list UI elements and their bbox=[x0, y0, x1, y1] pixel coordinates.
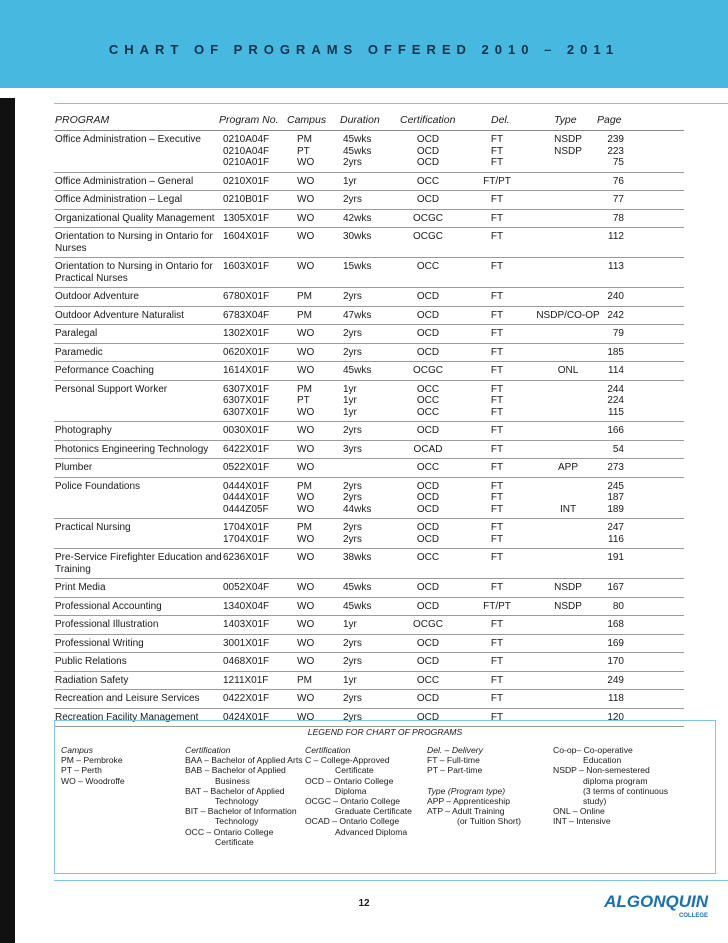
program-number: 0522X01F bbox=[223, 462, 270, 473]
program-number: 0620X01F bbox=[223, 346, 270, 358]
table-row bbox=[54, 362, 684, 381]
legend-item: NSDP – Non-semestered bbox=[553, 765, 650, 776]
certification: OCGC bbox=[413, 231, 443, 242]
delivery: FT bbox=[490, 212, 504, 224]
title-banner bbox=[0, 0, 728, 88]
table-row bbox=[54, 635, 684, 654]
legend-item: OCC – Ontario College bbox=[185, 826, 274, 837]
legend-item: Certificate bbox=[215, 836, 254, 847]
legend-heading: Del. – Delivery bbox=[427, 745, 483, 755]
duration: 45wks bbox=[343, 600, 372, 612]
certification: OCGC bbox=[413, 212, 443, 224]
certification: OCD OCD OCD bbox=[416, 480, 440, 515]
page: 76 bbox=[612, 175, 624, 187]
col-certification: Certification bbox=[400, 114, 456, 126]
duration: 1yr bbox=[343, 619, 357, 630]
campus: PM bbox=[297, 291, 312, 302]
duration: 15wks bbox=[343, 261, 372, 272]
col-page: Page bbox=[597, 114, 622, 126]
col-type: Type bbox=[554, 114, 577, 126]
delivery: FT bbox=[490, 582, 504, 593]
page: 240 bbox=[607, 291, 624, 302]
legend-item: study) bbox=[583, 796, 607, 807]
table-row bbox=[54, 422, 684, 441]
duration: 2yrs bbox=[343, 291, 362, 302]
page: 120 bbox=[607, 711, 624, 723]
delivery: FT bbox=[490, 425, 504, 436]
table-row bbox=[54, 579, 684, 598]
legend-item: Business bbox=[215, 775, 250, 786]
table-row bbox=[54, 344, 684, 363]
program-number: 1603X01F bbox=[223, 261, 270, 272]
legend-heading: Certification bbox=[305, 745, 351, 755]
duration: 2yrs bbox=[343, 637, 362, 649]
page: 114 bbox=[608, 365, 624, 376]
duration: 2yrs 2yrs bbox=[343, 522, 362, 545]
delivery: FT/PT bbox=[483, 175, 511, 187]
table-row bbox=[54, 519, 684, 549]
legend-item: BAB – Bachelor of Applied bbox=[185, 765, 286, 776]
legend-item: OCD – Ontario College bbox=[305, 775, 394, 786]
program-number: 1614X01F bbox=[223, 365, 270, 376]
program-name: Photography bbox=[55, 425, 112, 436]
program-name: Radiation Safety bbox=[55, 674, 129, 686]
legend-item: (or Tuition Short) bbox=[457, 816, 521, 827]
program-number: 0468X01F bbox=[223, 656, 270, 667]
legend-item: BAA – Bachelor of Applied Arts bbox=[185, 755, 303, 766]
type: ONL bbox=[557, 365, 579, 376]
table-row bbox=[54, 307, 684, 326]
divider-top bbox=[54, 103, 728, 104]
campus: WO bbox=[297, 365, 315, 376]
campus: PM bbox=[297, 309, 312, 321]
legend-item: Technology bbox=[215, 816, 259, 827]
legend-item: ONL – Online bbox=[553, 806, 605, 817]
program-name: Police Foundations bbox=[55, 480, 141, 492]
certification: OCGC bbox=[413, 365, 443, 376]
duration: 45wks 45wks 2yrs bbox=[343, 134, 372, 168]
legend-item: Education bbox=[583, 755, 622, 766]
legend-heading: Certification bbox=[185, 745, 231, 755]
delivery: FT FT bbox=[490, 522, 504, 545]
certification: OCD bbox=[416, 328, 440, 339]
duration: 2yrs 2yrs 44wks bbox=[343, 480, 372, 515]
certification: OCC bbox=[416, 552, 440, 563]
legend-item: FT – Full-time bbox=[427, 755, 480, 766]
duration: 2yrs bbox=[343, 194, 362, 205]
program-name: Office Administration – Legal bbox=[55, 194, 183, 205]
delivery: FT bbox=[490, 346, 504, 358]
legend-item: Certificate bbox=[335, 765, 374, 776]
program-number: 0444X01F 0444X01F 0444Z05F bbox=[223, 480, 270, 515]
delivery: FT bbox=[490, 674, 504, 686]
page: 113 bbox=[608, 261, 624, 272]
duration: 2yrs bbox=[343, 693, 362, 704]
delivery: FT bbox=[490, 619, 504, 630]
page: 191 bbox=[607, 552, 624, 563]
legend-item: (3 terms of continuous bbox=[583, 785, 669, 796]
delivery: FT bbox=[490, 443, 504, 455]
table-row bbox=[54, 549, 684, 579]
program-name: Personal Support Worker bbox=[55, 383, 168, 395]
table-row bbox=[54, 288, 684, 307]
campus: WO bbox=[297, 194, 315, 205]
certification: OCD OCD OCD bbox=[416, 134, 440, 168]
program-number: 1305X01F bbox=[223, 212, 270, 224]
delivery: FT bbox=[490, 194, 504, 205]
campus: WO bbox=[297, 231, 315, 242]
certification: OCC bbox=[416, 261, 440, 272]
program-name: Paramedic bbox=[55, 346, 103, 358]
program-name: Photonics Engineering Technology bbox=[55, 443, 209, 455]
legend-item: OCAD – Ontario College bbox=[305, 816, 400, 827]
page: 79 bbox=[612, 328, 624, 339]
campus: WO bbox=[297, 443, 315, 455]
delivery: FT bbox=[490, 231, 504, 242]
type: NSDP NSDP bbox=[554, 134, 582, 157]
page: 170 bbox=[607, 656, 624, 667]
legend-item: APP – Apprenticeship bbox=[427, 795, 510, 806]
campus: WO bbox=[297, 328, 315, 339]
program-name: Recreation and Leisure Services bbox=[55, 693, 200, 704]
table-row bbox=[54, 173, 684, 192]
legend-title: LEGEND FOR CHART OF PROGRAMS bbox=[307, 727, 463, 737]
delivery: FT bbox=[490, 328, 504, 339]
delivery: FT bbox=[490, 693, 504, 704]
program-number: 6422X01F bbox=[223, 443, 270, 455]
legend-heading: Campus bbox=[61, 745, 93, 755]
logo-text: ALGONQUIN bbox=[604, 892, 708, 911]
program-name: Orientation to Nursing in Ontario for Practical Nurses bbox=[55, 261, 213, 284]
program-number: 3001X01F bbox=[223, 637, 270, 649]
page: 242 bbox=[607, 309, 624, 321]
duration: 2yrs bbox=[343, 711, 362, 723]
legend-item: Technology bbox=[215, 796, 259, 807]
page: 185 bbox=[607, 346, 624, 358]
type: INT bbox=[559, 503, 577, 515]
table-row bbox=[54, 598, 684, 617]
certification: OCD bbox=[416, 693, 440, 704]
duration: 3yrs bbox=[343, 443, 362, 455]
program-name: Public Relations bbox=[55, 656, 127, 667]
program-number: 1340X04F bbox=[223, 600, 270, 612]
table-row bbox=[54, 441, 684, 460]
campus: WO bbox=[297, 619, 315, 630]
table-row bbox=[54, 616, 684, 635]
campus: WO bbox=[297, 582, 315, 593]
delivery: FT bbox=[490, 309, 504, 321]
campus: PM PT WO bbox=[297, 134, 315, 168]
algonquin-logo bbox=[592, 886, 710, 920]
table-row bbox=[54, 191, 684, 210]
table-row bbox=[54, 381, 684, 423]
campus: WO bbox=[297, 600, 315, 612]
page: 167 bbox=[607, 582, 624, 593]
duration: 2yrs bbox=[343, 346, 362, 358]
page: 273 bbox=[607, 462, 624, 473]
campus: WO bbox=[297, 212, 315, 224]
page: 239 223 75 bbox=[607, 134, 624, 168]
certification: OCD bbox=[416, 346, 440, 358]
table-row bbox=[54, 228, 684, 258]
legend-item: OCGC – Ontario College bbox=[305, 796, 401, 807]
certification: OCD bbox=[416, 637, 440, 649]
program-number: 0052X04F bbox=[223, 582, 270, 593]
program-number: 1704X01F 1704X01F bbox=[223, 522, 270, 545]
type bbox=[534, 522, 602, 534]
logo-subtext: COLLEGE bbox=[678, 913, 708, 919]
programs-table bbox=[54, 112, 684, 727]
duration: 30wks bbox=[343, 231, 372, 242]
table-row bbox=[54, 131, 684, 173]
delivery: FT bbox=[490, 637, 504, 649]
legend-item: BIT – Bachelor of Information bbox=[185, 806, 297, 817]
certification: OCC bbox=[416, 462, 440, 473]
campus: WO bbox=[297, 425, 315, 436]
program-number: 6783X04F bbox=[223, 309, 270, 321]
legend-item: C – College-Approved bbox=[305, 755, 390, 766]
legend-item: BAT – Bachelor of Applied bbox=[185, 785, 285, 796]
table-row bbox=[54, 210, 684, 229]
delivery: FT/PT bbox=[483, 600, 511, 612]
table-row bbox=[54, 459, 684, 478]
program-number: 0210B01F bbox=[223, 194, 270, 205]
program-number: 1211X01F bbox=[223, 674, 269, 686]
legend-item: diploma program bbox=[583, 775, 648, 786]
certification: OCC bbox=[416, 175, 440, 187]
page: 168 bbox=[607, 619, 624, 630]
duration: 45wks bbox=[343, 365, 372, 376]
legend-delivery bbox=[427, 745, 521, 826]
certification: OCC bbox=[416, 674, 440, 686]
legend-type bbox=[553, 745, 668, 827]
type: NSDP bbox=[554, 582, 582, 593]
campus: WO bbox=[297, 552, 315, 563]
table-row bbox=[54, 653, 684, 672]
duration: 47wks bbox=[343, 309, 372, 321]
duration: 1yr bbox=[343, 175, 357, 187]
col-program-no: Program No. bbox=[219, 114, 279, 126]
col-program: PROGRAM bbox=[55, 114, 110, 126]
program-name: Peformance Coaching bbox=[55, 365, 154, 376]
program-name: Recreation Facility Management bbox=[55, 711, 199, 723]
delivery: FT bbox=[490, 552, 504, 563]
divider-bottom bbox=[54, 880, 728, 881]
page: 244 224 115 bbox=[607, 383, 624, 418]
program-number: 6307X01F 6307X01F 6307X01F bbox=[223, 383, 270, 418]
table-row bbox=[54, 672, 684, 691]
duration: 45wks bbox=[343, 582, 372, 593]
delivery: FT FT FT bbox=[490, 134, 504, 168]
legend-certification-1 bbox=[185, 745, 303, 847]
program-number: 0424X01F bbox=[223, 711, 270, 723]
program-name: Professional Accounting bbox=[55, 600, 162, 612]
certification: OCC OCC OCC bbox=[416, 383, 440, 418]
program-number: 1302X01F bbox=[223, 328, 270, 339]
program-number: 0210X01F bbox=[223, 175, 270, 187]
program-number: 0422X01F bbox=[223, 693, 270, 704]
legend-box bbox=[54, 720, 716, 874]
certification: OCD bbox=[416, 582, 440, 593]
page: 78 bbox=[612, 212, 624, 224]
duration: 2yrs bbox=[343, 425, 362, 436]
page: 80 bbox=[612, 600, 624, 612]
legend-certification-2 bbox=[305, 745, 412, 837]
col-duration: Duration bbox=[340, 114, 380, 126]
certification: OCD bbox=[416, 309, 440, 321]
delivery: FT FT FT bbox=[490, 480, 504, 515]
table-row bbox=[54, 478, 684, 520]
legend-item: INT – Intensive bbox=[553, 816, 611, 827]
page: 245 187 189 bbox=[607, 480, 624, 515]
certification: OCD bbox=[416, 194, 440, 205]
program-number: 0030X01F bbox=[223, 425, 270, 436]
legend-item: PM – Pembroke bbox=[61, 755, 123, 766]
program-name: Organizational Quality Management bbox=[55, 212, 215, 224]
program-name: Outdoor Adventure bbox=[55, 291, 139, 302]
page-number: 12 bbox=[358, 898, 370, 909]
delivery: FT bbox=[490, 365, 504, 376]
program-name: Print Media bbox=[55, 582, 106, 593]
program-number: 0210A04F 0210A04F 0210A01F bbox=[223, 134, 270, 168]
type: NSDP/CO-OP bbox=[536, 309, 600, 321]
legend-item: PT – Perth bbox=[61, 765, 102, 776]
program-name: Professional Illustration bbox=[55, 619, 159, 630]
delivery: FT bbox=[490, 261, 504, 272]
legend-item: Co-op– Co-operative bbox=[553, 745, 633, 755]
certification: OCD OCD bbox=[416, 522, 440, 545]
page: 166 bbox=[607, 425, 624, 436]
col-delivery: Del. bbox=[491, 114, 510, 126]
certification: OCD bbox=[416, 711, 440, 723]
legend-item: WO – Woodroffe bbox=[61, 775, 125, 786]
duration: 42wks bbox=[343, 212, 372, 224]
duration: 1yr 1yr 1yr bbox=[343, 383, 357, 418]
program-number: 6780X01F bbox=[223, 291, 270, 302]
page: 54 bbox=[612, 443, 624, 455]
program-name: Professional Writing bbox=[55, 637, 144, 649]
duration: 2yrs bbox=[343, 656, 362, 667]
type: NSDP bbox=[554, 600, 582, 612]
campus: WO bbox=[297, 261, 315, 272]
program-name: Orientation to Nursing in Ontario for Nurses bbox=[55, 231, 213, 254]
duration: 1yr bbox=[343, 674, 357, 686]
page: 247 116 bbox=[607, 522, 624, 545]
legend-campus bbox=[61, 745, 125, 786]
delivery: FT FT FT bbox=[490, 383, 504, 418]
table-row bbox=[54, 258, 684, 288]
program-name: Plumber bbox=[55, 462, 93, 473]
program-name: Office Administration – General bbox=[55, 175, 194, 187]
page: 169 bbox=[607, 637, 624, 649]
page: 112 bbox=[608, 231, 624, 242]
type: APP bbox=[557, 462, 578, 473]
certification: OCD bbox=[416, 425, 440, 436]
legend-item: Graduate Certificate bbox=[335, 806, 412, 817]
delivery: FT bbox=[490, 711, 504, 723]
certification: OCD bbox=[416, 600, 440, 612]
program-number: 6236X01F bbox=[223, 552, 270, 563]
table-row bbox=[54, 690, 684, 709]
certification: OCD bbox=[416, 291, 440, 302]
campus: PM WO WO bbox=[297, 480, 315, 515]
legend-item: Advanced Diploma bbox=[335, 826, 408, 837]
col-campus: Campus bbox=[287, 114, 327, 126]
certification: OCGC bbox=[413, 619, 443, 630]
delivery: FT bbox=[490, 462, 504, 473]
campus: PM bbox=[297, 674, 312, 686]
page: 77 bbox=[612, 194, 624, 205]
legend-heading: Type (Program type) bbox=[427, 785, 506, 796]
campus: WO bbox=[297, 637, 315, 649]
certification: OCAD bbox=[413, 443, 443, 455]
campus: WO bbox=[297, 693, 315, 704]
campus: PM PT WO bbox=[297, 383, 315, 418]
program-number: 1403X01F bbox=[223, 619, 270, 630]
legend-item: ATP – Adult Training bbox=[427, 806, 505, 817]
type bbox=[534, 384, 602, 407]
program-name: Paralegal bbox=[55, 328, 98, 339]
program-number: 1604X01F bbox=[223, 231, 270, 242]
page-spine bbox=[0, 98, 15, 943]
table-header bbox=[54, 112, 684, 131]
program-name: Practical Nursing bbox=[55, 522, 131, 533]
delivery: FT bbox=[490, 656, 504, 667]
legend-item: PT – Part-time bbox=[427, 765, 483, 776]
page: 118 bbox=[608, 693, 624, 704]
program-name: Pre-Service Firefighter Education and Training bbox=[55, 552, 222, 575]
campus: WO bbox=[297, 346, 315, 358]
delivery: FT bbox=[490, 291, 504, 302]
duration: 2yrs bbox=[343, 328, 362, 339]
page: 249 bbox=[607, 674, 624, 686]
table-row bbox=[54, 325, 684, 344]
campus: WO bbox=[297, 656, 315, 667]
program-name: Office Administration – Executive bbox=[55, 134, 201, 145]
page-title: CHART OF PROGRAMS OFFERED 2010 – 2011 bbox=[108, 42, 620, 57]
campus: WO bbox=[297, 462, 315, 473]
duration: 38wks bbox=[343, 552, 372, 563]
program-name: Outdoor Adventure Naturalist bbox=[55, 309, 184, 321]
certification: OCD bbox=[416, 656, 440, 667]
legend-item: Diploma bbox=[335, 785, 367, 796]
campus: WO bbox=[297, 175, 315, 187]
campus: PM WO bbox=[297, 522, 315, 545]
campus: WO bbox=[297, 711, 315, 723]
